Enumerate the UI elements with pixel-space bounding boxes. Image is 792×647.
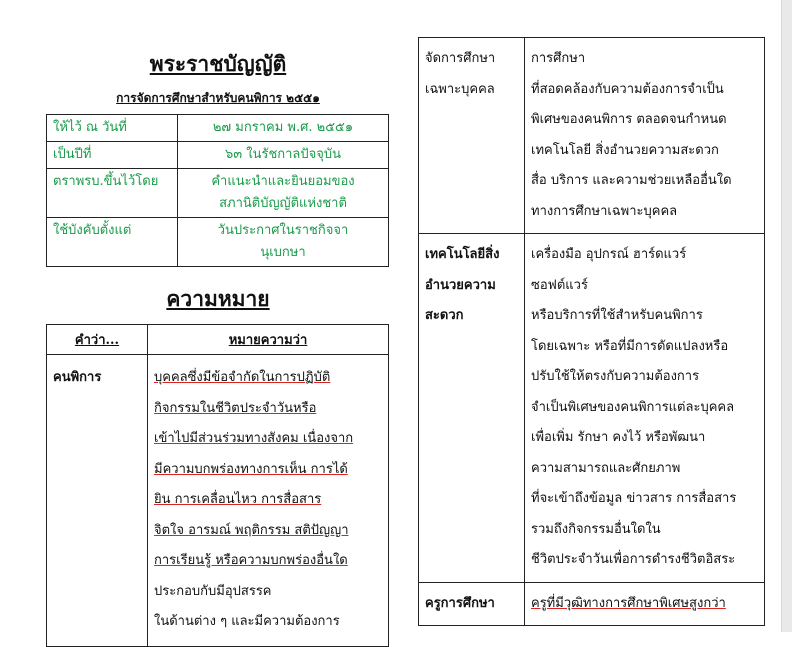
term-column-header: คำว่า...: [47, 325, 148, 355]
meaning-line: ยิน การเคลื่อนไหว การสื่อสาร: [154, 492, 322, 507]
meaning-line: โดยเฉพาะ หรือที่มีการดัดแปลงหรือ: [531, 338, 729, 354]
page-edge: [781, 0, 792, 632]
act-subtitle: การจัดการศึกษาสำหรับคนพิการ ๒๕๕๑: [116, 91, 320, 105]
term-line: จัดการศึกษา: [425, 51, 496, 66]
meaning-line: สื่อ บริการ และความช่วยเหลืออื่นใด: [531, 173, 732, 188]
meaning-line: ในด้านต่าง ๆ และมีความต้องการ: [154, 614, 340, 629]
info-row: [47, 169, 389, 218]
info-value-line: คำแนะนำและยินยอมของ: [211, 174, 355, 189]
definitions-table-right: [418, 37, 765, 626]
term-line: เทคโนโลยีสิ่ง: [425, 247, 500, 262]
info-row: [47, 142, 389, 169]
meaning-line: ที่จะเข้าถึงข้อมูล ข่าวสาร การสื่อสาร: [531, 491, 737, 506]
info-value-line: สภานิติบัญญัติแห่งชาติ: [219, 196, 347, 211]
meaning-line: ชีวิตประจำวันเพื่อการดำรงชีวิตอิสระ: [531, 552, 736, 567]
meaning-line: ที่สอดคล้องกับความต้องการจำเป็น: [531, 81, 724, 97]
info-row: [47, 218, 389, 267]
definition-term: [419, 582, 525, 626]
definition-term: คนพิการ: [47, 355, 148, 647]
definitions-title: ความหมาย: [166, 286, 270, 311]
definition-term: [419, 234, 525, 583]
meaning-line: พิเศษของคนพิการ ตลอดจนกำหนด: [531, 112, 727, 127]
info-value: [178, 169, 389, 218]
meaning-line: ปรับใช้ให้ตรงกับความต้องการ: [531, 369, 700, 384]
meaning-line: ความสามารถและศักยภาพ: [531, 460, 681, 476]
definitions-table-left: [46, 324, 389, 647]
meaning-line: ประกอบกับมีอุปสรรค: [154, 583, 272, 599]
meaning-line: กิจกรรมในชีวิตประจำวันหรือ: [154, 400, 317, 416]
meaning-line: เครื่องมือ อุปกรณ์ ฮาร์ดแวร์: [531, 247, 687, 262]
meaning-line: มีความบกพร่องทางการเห็น การได้: [154, 461, 348, 477]
info-value-line: ๖๓ ในรัชกาลปัจจุบัน: [224, 147, 342, 162]
info-value: [178, 142, 389, 169]
info-value-line: ๒๗ มกราคม พ.ศ. ๒๕๕๑: [212, 120, 354, 135]
act-info-table: [46, 114, 389, 267]
meaning-line: จิตใจ อารมณ์ พฤติกรรม สติปัญญา: [154, 522, 349, 538]
meaning-line: ซอฟต์แวร์: [531, 277, 588, 293]
definition-term: [419, 38, 525, 234]
info-value: [178, 115, 389, 142]
meaning-line: เทคโนโลยี สิ่งอำนวยความสะดวก: [531, 142, 719, 158]
info-label: เป็นปีที่: [47, 142, 178, 169]
definition-meaning: [525, 38, 765, 234]
definition-meaning: [148, 355, 389, 647]
info-value-line: นุเบกษา: [260, 245, 306, 260]
meaning-column-header: หมายความว่า: [148, 325, 389, 355]
meaning-line: การเรียนรู้ หรือความบกพร่องอื่นใด: [154, 553, 348, 568]
definition-meaning: [525, 582, 765, 626]
meaning-line: เข้าไปมีส่วนร่วมทางสังคม เนื่องจาก: [154, 431, 354, 446]
meaning-line: จำเป็นพิเศษของคนพิการแต่ละบุคคล: [531, 399, 735, 415]
definitions-header-row: [47, 325, 389, 355]
info-row: [47, 115, 389, 142]
info-value-line: วันประกาศในราชกิจจา: [217, 223, 349, 238]
term-line: ครูการศึกษา: [425, 595, 495, 611]
term-line: เฉพาะบุคคล: [425, 81, 495, 97]
meaning-line: ครูที่มีวุฒิทางการศึกษาพิเศษสูงกว่า: [531, 595, 726, 611]
info-value: [178, 218, 389, 267]
definition-row: [419, 582, 765, 626]
definition-row: [419, 38, 765, 234]
info-label: ให้ไว้ ณ วันที่: [47, 115, 178, 142]
definition-row: [419, 234, 765, 583]
meaning-line: เพื่อเพิ่ม รักษา คงไว้ หรือพัฒนา: [531, 430, 706, 445]
definition-meaning: [525, 234, 765, 583]
info-label: ใช้บังคับตั้งแต่: [47, 218, 178, 267]
left-column: [46, 40, 390, 647]
meaning-line: บุคคลซึ่งมีข้อจำกัดในการปฏิบัติ: [154, 370, 331, 385]
info-label: ตราพรบ.ขึ้นไว้โดย: [47, 169, 178, 218]
meaning-line: รวมถึงกิจกรรมอื่นใดใน: [531, 521, 661, 537]
meaning-line: หรือบริการที่ใช้สำหรับคนพิการ: [531, 308, 703, 323]
act-title: พระราชบัญญัติ: [149, 51, 287, 76]
definition-row: [47, 355, 389, 647]
meaning-line: การศึกษา: [531, 51, 586, 66]
meaning-line: ทางการศึกษาเฉพาะบุคคล: [531, 203, 678, 219]
term-line: สะดวก: [425, 308, 464, 323]
term-line: อำนวยความ: [425, 277, 496, 293]
